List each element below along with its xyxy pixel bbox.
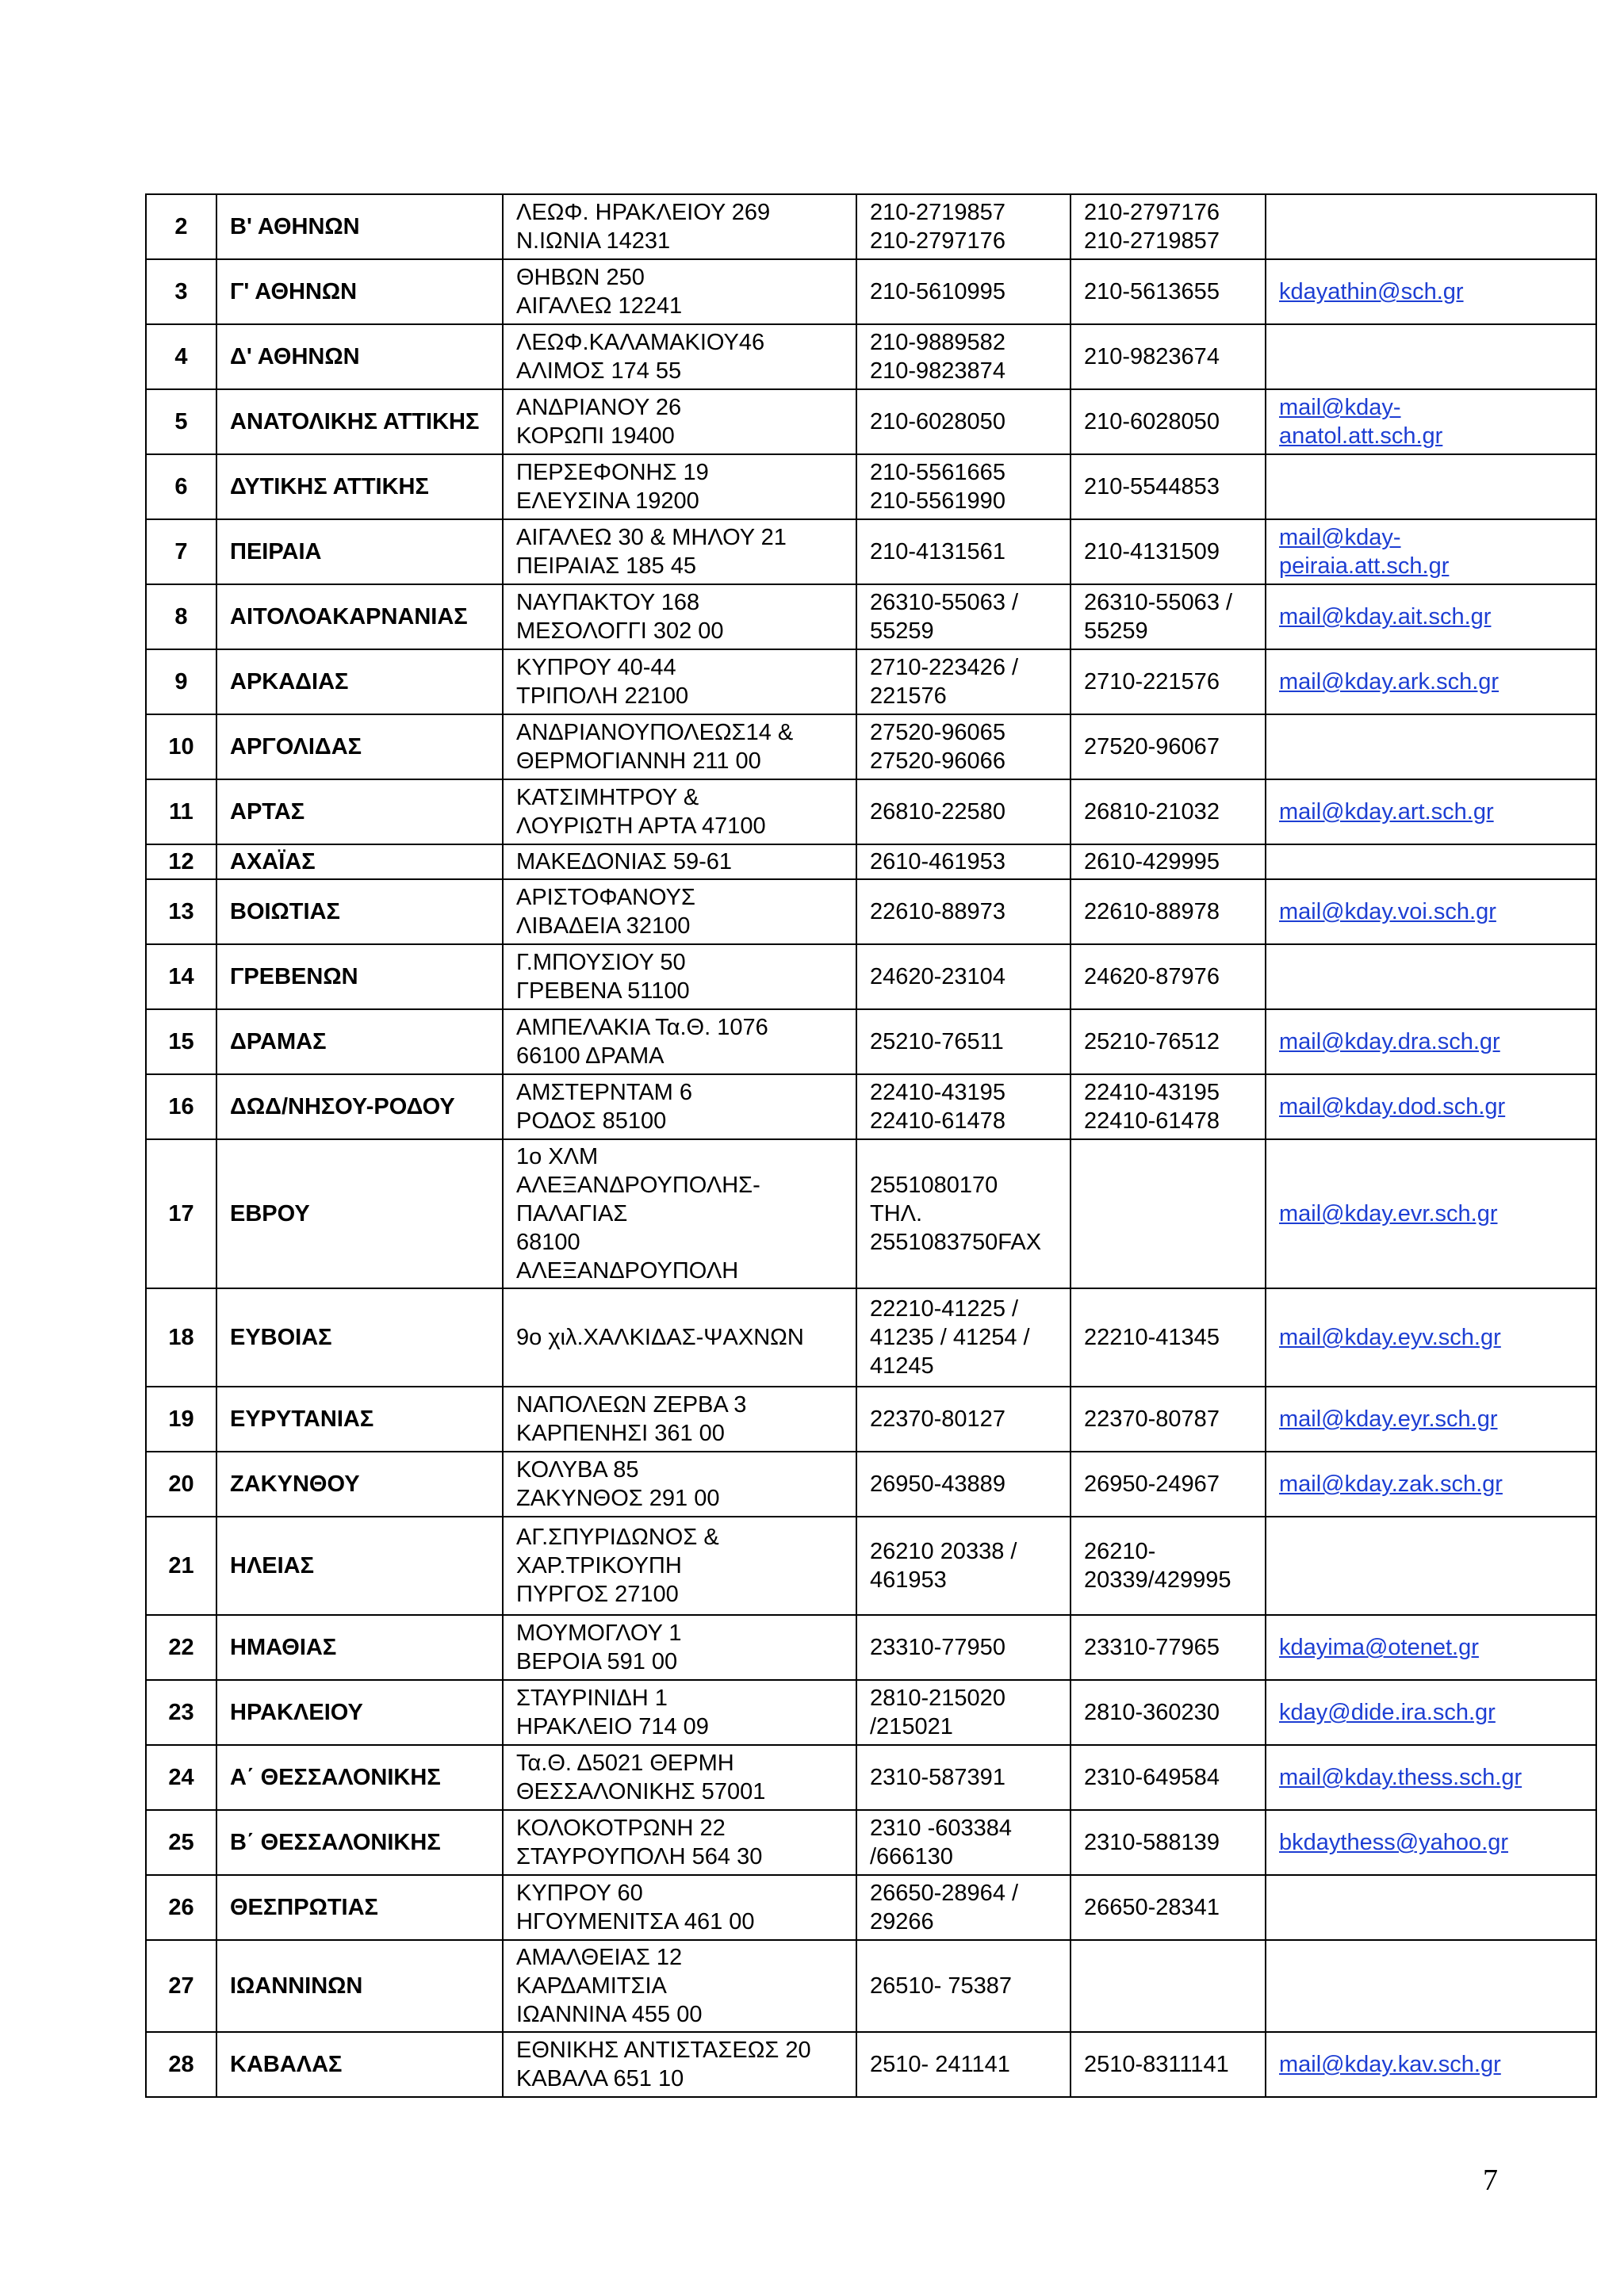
directorate-name: ΕΥΒΟΙΑΣ bbox=[216, 1288, 503, 1387]
email-link[interactable]: mail@kday- anatol.att.sch.gr bbox=[1279, 395, 1443, 449]
address-cell: ΚΟΛΟΚΟΤΡΩΝΗ 22 ΣΤΑΥΡΟΥΠΟΛΗ 564 30 bbox=[503, 1810, 856, 1875]
address-cell: ΝΑΠΟΛΕΩΝ ΖΕΡΒΑ 3 ΚΑΡΠΕΝΗΣΙ 361 00 bbox=[503, 1387, 856, 1452]
telephone-cell: 22410-43195 22410-61478 bbox=[856, 1074, 1071, 1139]
email-link[interactable]: mail@kday.art.sch.gr bbox=[1279, 799, 1494, 825]
table-row bbox=[146, 1288, 1596, 1387]
address-cell: ΛΕΩΦ. ΗΡΑΚΛΕΙΟΥ 269 Ν.ΙΩΝΙΑ 14231 bbox=[503, 194, 856, 259]
table-row bbox=[146, 1452, 1596, 1517]
telephone-cell: 2510- 241141 bbox=[856, 2032, 1071, 2097]
row-number: 24 bbox=[146, 1745, 216, 1810]
fax-cell: 2710-221576 bbox=[1071, 649, 1266, 714]
row-number: 18 bbox=[146, 1288, 216, 1387]
table-row bbox=[146, 649, 1596, 714]
email-link[interactable]: mail@kday.eyr.sch.gr bbox=[1279, 1406, 1498, 1432]
row-number: 12 bbox=[146, 844, 216, 879]
row-number: 3 bbox=[146, 259, 216, 324]
email-cell bbox=[1266, 2032, 1596, 2097]
table-row bbox=[146, 2032, 1596, 2097]
table-row bbox=[146, 1387, 1596, 1452]
email-cell bbox=[1266, 1009, 1596, 1074]
directorate-name: ΑΡΚΑΔΙΑΣ bbox=[216, 649, 503, 714]
table-row bbox=[146, 714, 1596, 779]
directorate-name: ΕΥΡΥΤΑΝΙΑΣ bbox=[216, 1387, 503, 1452]
email-cell bbox=[1266, 649, 1596, 714]
table-row bbox=[146, 389, 1596, 454]
fax-cell: 210-4131509 bbox=[1071, 519, 1266, 584]
directorate-name: ΔΩΔ/ΝΗΣΟΥ-ΡΟΔΟΥ bbox=[216, 1074, 503, 1139]
email-cell bbox=[1266, 1387, 1596, 1452]
directorate-name: Γ' ΑΘΗΝΩΝ bbox=[216, 259, 503, 324]
directorate-name: ΒΟΙΩΤΙΑΣ bbox=[216, 879, 503, 944]
telephone-cell: 26510- 75387 bbox=[856, 1940, 1071, 2032]
address-cell: 1ο ΧΛΜ ΑΛΕΞΑΝΔΡΟΥΠΟΛΗΣ- ΠΑΛΑΓΙΑΣ 68100 ΑΛΕΞΑΝΔΡΟΥΠΟΛΗ bbox=[503, 1139, 856, 1288]
directorate-name: Β΄ ΘΕΣΣΑΛΟΝΙΚΗΣ bbox=[216, 1810, 503, 1875]
fax-cell: 22370-80787 bbox=[1071, 1387, 1266, 1452]
email-link[interactable]: mail@kday.voi.sch.gr bbox=[1279, 899, 1496, 924]
telephone-cell: 210-5561665 210-5561990 bbox=[856, 454, 1071, 519]
telephone-cell: 24620-23104 bbox=[856, 944, 1071, 1009]
email-link[interactable]: mail@kday.dra.sch.gr bbox=[1279, 1029, 1500, 1054]
email-cell bbox=[1266, 584, 1596, 649]
email-link[interactable]: mail@kday.ait.sch.gr bbox=[1279, 604, 1492, 629]
directorate-name: ΗΡΑΚΛΕΙΟΥ bbox=[216, 1680, 503, 1745]
telephone-cell: 22610-88973 bbox=[856, 879, 1071, 944]
fax-cell: 26950-24967 bbox=[1071, 1452, 1266, 1517]
telephone-cell: 210-2719857 210-2797176 bbox=[856, 194, 1071, 259]
table-row bbox=[146, 1139, 1596, 1288]
telephone-cell: 26210 20338 / 461953 bbox=[856, 1517, 1071, 1615]
directorate-name: ΑΝΑΤΟΛΙΚΗΣ ΑΤΤΙΚΗΣ bbox=[216, 389, 503, 454]
address-cell: ΑΜΑΛΘΕΙΑΣ 12 ΚΑΡΔΑΜΙΤΣΙΑ ΙΩΑΝΝΙΝΑ 455 00 bbox=[503, 1940, 856, 2032]
email-cell bbox=[1266, 1680, 1596, 1745]
address-cell: ΚΟΛΥΒΑ 85 ΖΑΚΥΝΘΟΣ 291 00 bbox=[503, 1452, 856, 1517]
email-cell bbox=[1266, 1288, 1596, 1387]
telephone-cell: 26310-55063 / 55259 bbox=[856, 584, 1071, 649]
fax-cell: 210-6028050 bbox=[1071, 389, 1266, 454]
fax-cell: 210-9823674 bbox=[1071, 324, 1266, 389]
address-cell: Γ.ΜΠΟΥΣΙΟΥ 50 ΓΡΕΒΕΝΑ 51100 bbox=[503, 944, 856, 1009]
telephone-cell: 23310-77950 bbox=[856, 1615, 1071, 1680]
table-row bbox=[146, 779, 1596, 844]
fax-cell: 26310-55063 / 55259 bbox=[1071, 584, 1266, 649]
row-number: 22 bbox=[146, 1615, 216, 1680]
telephone-cell: 2610-461953 bbox=[856, 844, 1071, 879]
row-number: 27 bbox=[146, 1940, 216, 2032]
fax-cell bbox=[1071, 1940, 1266, 2032]
email-cell bbox=[1266, 1940, 1596, 2032]
telephone-cell: 27520-96065 27520-96066 bbox=[856, 714, 1071, 779]
telephone-cell: 2551080170 ΤΗΛ. 2551083750FAX bbox=[856, 1139, 1071, 1288]
email-cell bbox=[1266, 844, 1596, 879]
directorate-name: ΕΒΡΟΥ bbox=[216, 1139, 503, 1288]
table-row bbox=[146, 1810, 1596, 1875]
directorate-name: ΗΜΑΘΙΑΣ bbox=[216, 1615, 503, 1680]
fax-cell: 22410-43195 22410-61478 bbox=[1071, 1074, 1266, 1139]
email-link[interactable]: mail@kday.evr.sch.gr bbox=[1279, 1201, 1498, 1226]
table-row bbox=[146, 1517, 1596, 1615]
directorate-name: ΘΕΣΠΡΩΤΙΑΣ bbox=[216, 1875, 503, 1940]
table-row bbox=[146, 1875, 1596, 1940]
address-cell: ΑΜΠΕΛΑΚΙΑ Τα.Θ. 1076 66100 ΔΡΑΜΑ bbox=[503, 1009, 856, 1074]
fax-cell: 210-5613655 bbox=[1071, 259, 1266, 324]
email-cell bbox=[1266, 1074, 1596, 1139]
telephone-cell: 2310-587391 bbox=[856, 1745, 1071, 1810]
email-link[interactable]: mail@kday.kav.sch.gr bbox=[1279, 2052, 1501, 2077]
email-link[interactable]: mail@kday.eyv.sch.gr bbox=[1279, 1325, 1501, 1350]
row-number: 23 bbox=[146, 1680, 216, 1745]
email-cell bbox=[1266, 1615, 1596, 1680]
fax-cell bbox=[1071, 1139, 1266, 1288]
address-cell: Τα.Θ. Δ5021 ΘΕΡΜΗ ΘΕΣΣΑΛΟΝΙΚΗΣ 57001 bbox=[503, 1745, 856, 1810]
row-number: 21 bbox=[146, 1517, 216, 1615]
telephone-cell: 2710-223426 / 221576 bbox=[856, 649, 1071, 714]
table-row bbox=[146, 454, 1596, 519]
address-cell: ΕΘΝΙΚΗΣ ΑΝΤΙΣΤΑΣΕΩΣ 20 ΚΑΒΑΛΑ 651 10 bbox=[503, 2032, 856, 2097]
email-link[interactable]: kdayathin@sch.gr bbox=[1279, 279, 1464, 304]
row-number: 16 bbox=[146, 1074, 216, 1139]
directorate-name: ΖΑΚΥΝΘΟΥ bbox=[216, 1452, 503, 1517]
address-cell: ΚΑΤΣΙΜΗΤΡΟΥ & ΛΟΥΡΙΩΤΗ ΑΡΤΑ 47100 bbox=[503, 779, 856, 844]
row-number: 2 bbox=[146, 194, 216, 259]
directorate-name: Β' ΑΘΗΝΩΝ bbox=[216, 194, 503, 259]
row-number: 7 bbox=[146, 519, 216, 584]
table-row bbox=[146, 1615, 1596, 1680]
table-row bbox=[146, 1680, 1596, 1745]
telephone-cell: 22210-41225 / 41235 / 41254 / 41245 bbox=[856, 1288, 1071, 1387]
email-cell bbox=[1266, 1875, 1596, 1940]
email-link[interactable]: mail@kday.dod.sch.gr bbox=[1279, 1094, 1506, 1119]
row-number: 14 bbox=[146, 944, 216, 1009]
address-cell: ΝΑΥΠΑΚΤΟΥ 168 ΜΕΣΟΛΟΓΓΙ 302 00 bbox=[503, 584, 856, 649]
directory-table bbox=[145, 193, 1597, 2098]
directorate-name: ΚΑΒΑΛΑΣ bbox=[216, 2032, 503, 2097]
address-cell: ΑΙΓΑΛΕΩ 30 & ΜΗΛΟΥ 21 ΠΕΙΡΑΙΑΣ 185 45 bbox=[503, 519, 856, 584]
email-cell bbox=[1266, 194, 1596, 259]
fax-cell: 25210-76512 bbox=[1071, 1009, 1266, 1074]
row-number: 13 bbox=[146, 879, 216, 944]
fax-cell: 210-5544853 bbox=[1071, 454, 1266, 519]
email-cell bbox=[1266, 454, 1596, 519]
address-cell: ΛΕΩΦ.ΚΑΛΑΜΑΚΙΟΥ46 ΑΛΙΜΟΣ 174 55 bbox=[503, 324, 856, 389]
fax-cell: 27520-96067 bbox=[1071, 714, 1266, 779]
telephone-cell: 2310 -603384 /666130 bbox=[856, 1810, 1071, 1875]
telephone-cell: 210-4131561 bbox=[856, 519, 1071, 584]
row-number: 6 bbox=[146, 454, 216, 519]
directorate-name: ΑΙΤΟΛΟΑΚΑΡΝΑΝΙΑΣ bbox=[216, 584, 503, 649]
fax-cell: 210-2797176 210-2719857 bbox=[1071, 194, 1266, 259]
row-number: 28 bbox=[146, 2032, 216, 2097]
table-row bbox=[146, 584, 1596, 649]
fax-cell: 2310-649584 bbox=[1071, 1745, 1266, 1810]
address-cell: ΚΥΠΡΟΥ 60 ΗΓΟΥΜΕΝΙΤΣΑ 461 00 bbox=[503, 1875, 856, 1940]
fax-cell: 2310-588139 bbox=[1071, 1810, 1266, 1875]
table-row bbox=[146, 194, 1596, 259]
row-number: 9 bbox=[146, 649, 216, 714]
address-cell: ΚΥΠΡΟΥ 40-44 ΤΡΙΠΟΛΗ 22100 bbox=[503, 649, 856, 714]
row-number: 10 bbox=[146, 714, 216, 779]
telephone-cell: 210-6028050 bbox=[856, 389, 1071, 454]
table-row bbox=[146, 1940, 1596, 2032]
email-link[interactable]: mail@kday.zak.sch.gr bbox=[1279, 1471, 1503, 1497]
email-cell bbox=[1266, 519, 1596, 584]
telephone-cell: 25210-76511 bbox=[856, 1009, 1071, 1074]
telephone-cell: 22370-80127 bbox=[856, 1387, 1071, 1452]
fax-cell: 26210- 20339/429995 bbox=[1071, 1517, 1266, 1615]
directorate-name: ΙΩΑΝΝΙΝΩΝ bbox=[216, 1940, 503, 2032]
table-row bbox=[146, 944, 1596, 1009]
email-cell bbox=[1266, 714, 1596, 779]
address-cell: 9ο χιλ.ΧΑΛΚΙΔΑΣ-ΨΑΧΝΩΝ bbox=[503, 1288, 856, 1387]
table-row bbox=[146, 324, 1596, 389]
directorate-name: ΠΕΙΡΑΙΑ bbox=[216, 519, 503, 584]
email-cell bbox=[1266, 1452, 1596, 1517]
row-number: 8 bbox=[146, 584, 216, 649]
address-cell: ΑΜΣΤΕΡΝΤΑΜ 6 ΡΟΔΟΣ 85100 bbox=[503, 1074, 856, 1139]
address-cell: ΠΕΡΣΕΦΟΝΗΣ 19 ΕΛΕΥΣΙΝΑ 19200 bbox=[503, 454, 856, 519]
fax-cell: 2610-429995 bbox=[1071, 844, 1266, 879]
directorate-name: ΑΡΓΟΛΙΔΑΣ bbox=[216, 714, 503, 779]
fax-cell: 22610-88978 bbox=[1071, 879, 1266, 944]
email-cell bbox=[1266, 879, 1596, 944]
table-row bbox=[146, 259, 1596, 324]
table-row bbox=[146, 1745, 1596, 1810]
directory-table-body bbox=[146, 194, 1596, 2097]
email-cell bbox=[1266, 1517, 1596, 1615]
fax-cell: 2510-8311141 bbox=[1071, 2032, 1266, 2097]
table-row bbox=[146, 1009, 1596, 1074]
telephone-cell: 26810-22580 bbox=[856, 779, 1071, 844]
row-number: 15 bbox=[146, 1009, 216, 1074]
table-row bbox=[146, 519, 1596, 584]
email-link[interactable]: kday@dide.ira.sch.gr bbox=[1279, 1700, 1496, 1725]
email-cell bbox=[1266, 1139, 1596, 1288]
email-cell bbox=[1266, 944, 1596, 1009]
directorate-name: ΑΧΑΪΑΣ bbox=[216, 844, 503, 879]
address-cell: ΘΗΒΩΝ 250 ΑΙΓΑΛΕΩ 12241 bbox=[503, 259, 856, 324]
directorate-name: ΗΛΕΙΑΣ bbox=[216, 1517, 503, 1615]
telephone-cell: 26650-28964 / 29266 bbox=[856, 1875, 1071, 1940]
telephone-cell: 210-5610995 bbox=[856, 259, 1071, 324]
address-cell: ΜΑΚΕΔΟΝΙΑΣ 59-61 bbox=[503, 844, 856, 879]
telephone-cell: 210-9889582 210-9823874 bbox=[856, 324, 1071, 389]
email-link[interactable]: mail@kday.thess.sch.gr bbox=[1279, 1765, 1522, 1790]
address-cell: ΜΟΥΜΟΓΛΟΥ 1 ΒΕΡΟΙΑ 591 00 bbox=[503, 1615, 856, 1680]
directorate-name: Α΄ ΘΕΣΣΑΛΟΝΙΚΗΣ bbox=[216, 1745, 503, 1810]
address-cell: ΑΝΔΡΙΑΝΟΥ 26 ΚΟΡΩΠΙ 19400 bbox=[503, 389, 856, 454]
directorate-name: ΔΡΑΜΑΣ bbox=[216, 1009, 503, 1074]
table-row bbox=[146, 844, 1596, 879]
address-cell: ΑΡΙΣΤΟΦΑΝΟΥΣ ΛΙΒΑΔΕΙΑ 32100 bbox=[503, 879, 856, 944]
fax-cell: 26650-28341 bbox=[1071, 1875, 1266, 1940]
fax-cell: 2810-360230 bbox=[1071, 1680, 1266, 1745]
directorate-name: ΑΡΤΑΣ bbox=[216, 779, 503, 844]
row-number: 4 bbox=[146, 324, 216, 389]
email-link[interactable]: mail@kday- peiraia.att.sch.gr bbox=[1279, 525, 1450, 579]
telephone-cell: 2810-215020 /215021 bbox=[856, 1680, 1071, 1745]
row-number: 11 bbox=[146, 779, 216, 844]
directorate-name: ΓΡΕΒΕΝΩΝ bbox=[216, 944, 503, 1009]
fax-cell: 26810-21032 bbox=[1071, 779, 1266, 844]
email-cell bbox=[1266, 324, 1596, 389]
address-cell: ΑΝΔΡΙΑΝΟΥΠΟΛΕΩΣ14 & ΘΕΡΜΟΓΙΑΝΝΗ 211 00 bbox=[503, 714, 856, 779]
table-row bbox=[146, 879, 1596, 944]
email-cell bbox=[1266, 389, 1596, 454]
email-link[interactable]: kdayima@otenet.gr bbox=[1279, 1635, 1479, 1660]
fax-cell: 23310-77965 bbox=[1071, 1615, 1266, 1680]
directorate-name: ΔΥΤΙΚΗΣ ΑΤΤΙΚΗΣ bbox=[216, 454, 503, 519]
address-cell: ΑΓ.ΣΠΥΡΙΔΩΝΟΣ & ΧΑΡ.ΤΡΙΚΟΥΠΗ ΠΥΡΓΟΣ 27100 bbox=[503, 1517, 856, 1615]
row-number: 25 bbox=[146, 1810, 216, 1875]
telephone-cell: 26950-43889 bbox=[856, 1452, 1071, 1517]
directorate-name: Δ' ΑΘΗΝΩΝ bbox=[216, 324, 503, 389]
email-link[interactable]: mail@kday.ark.sch.gr bbox=[1279, 669, 1500, 695]
row-number: 5 bbox=[146, 389, 216, 454]
row-number: 26 bbox=[146, 1875, 216, 1940]
email-link[interactable]: bkdaythess@yahoo.gr bbox=[1279, 1830, 1508, 1855]
fax-cell: 22210-41345 bbox=[1071, 1288, 1266, 1387]
email-cell bbox=[1266, 779, 1596, 844]
address-cell: ΣΤΑΥΡΙΝΙΔΗ 1 ΗΡΑΚΛΕΙΟ 714 09 bbox=[503, 1680, 856, 1745]
row-number: 20 bbox=[146, 1452, 216, 1517]
row-number: 19 bbox=[146, 1387, 216, 1452]
table-row bbox=[146, 1074, 1596, 1139]
email-cell bbox=[1266, 259, 1596, 324]
page-number: 7 bbox=[1483, 2164, 1498, 2197]
email-cell bbox=[1266, 1745, 1596, 1810]
row-number: 17 bbox=[146, 1139, 216, 1288]
email-cell bbox=[1266, 1810, 1596, 1875]
fax-cell: 24620-87976 bbox=[1071, 944, 1266, 1009]
